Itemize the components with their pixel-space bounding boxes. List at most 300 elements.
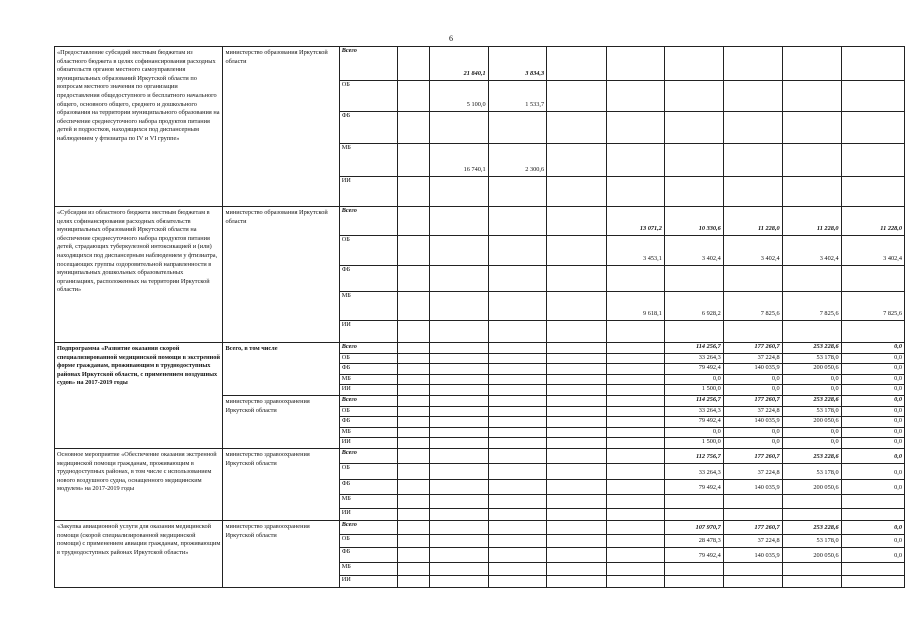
value-cell xyxy=(841,508,904,520)
value-cell xyxy=(607,406,665,417)
value-cell xyxy=(547,463,607,479)
source-cell: ИИ xyxy=(339,177,397,207)
value-cell: 253 228,6 xyxy=(782,343,841,354)
value-cell xyxy=(488,266,546,292)
value-cell xyxy=(488,207,546,236)
value-cell xyxy=(397,575,429,587)
value-cell xyxy=(607,81,665,112)
value-cell xyxy=(607,177,665,207)
source-cell: МБ xyxy=(339,427,397,438)
value-cell xyxy=(607,321,665,343)
page-number: 6 xyxy=(449,34,453,43)
value-cell xyxy=(488,427,546,438)
value-cell xyxy=(429,427,488,438)
value-cell xyxy=(547,406,607,417)
value-cell: 53 178,0 xyxy=(782,534,841,547)
value-cell: 0,0 xyxy=(841,427,904,438)
value-cell xyxy=(664,575,723,587)
value-cell: 253 228,6 xyxy=(782,448,841,463)
value-cell xyxy=(429,575,488,587)
value-cell: 11 228,0 xyxy=(782,207,841,236)
value-cell: 0,0 xyxy=(841,479,904,494)
value-cell xyxy=(429,547,488,562)
value-cell xyxy=(488,353,546,364)
value-cell: 11 228,0 xyxy=(841,207,904,236)
value-cell: 2 300,6 xyxy=(488,144,546,177)
value-cell: 5 100,0 xyxy=(429,81,488,112)
value-cell xyxy=(547,438,607,449)
value-cell xyxy=(429,112,488,144)
value-cell: 177 260,7 xyxy=(723,448,782,463)
source-cell: Всего xyxy=(339,207,397,236)
value-cell xyxy=(782,144,841,177)
value-cell: 3 402,4 xyxy=(782,236,841,266)
value-cell: 79 492,4 xyxy=(664,417,723,428)
value-cell xyxy=(664,47,723,81)
value-cell xyxy=(547,321,607,343)
value-cell xyxy=(397,427,429,438)
value-cell: 3 402,4 xyxy=(723,236,782,266)
value-cell xyxy=(397,364,429,375)
value-cell xyxy=(488,438,546,449)
value-cell: 16 740,1 xyxy=(429,144,488,177)
value-cell xyxy=(723,562,782,575)
value-cell xyxy=(397,177,429,207)
value-cell xyxy=(488,520,546,534)
value-cell xyxy=(547,385,607,396)
value-cell xyxy=(488,292,546,321)
value-cell: 0,0 xyxy=(841,534,904,547)
value-cell xyxy=(488,395,546,406)
source-cell: Всего xyxy=(339,448,397,463)
value-cell xyxy=(429,236,488,266)
source-cell: ИИ xyxy=(339,385,397,396)
value-cell xyxy=(397,266,429,292)
value-cell xyxy=(397,374,429,385)
value-cell xyxy=(547,292,607,321)
value-cell xyxy=(841,47,904,81)
value-cell: 0,0 xyxy=(841,364,904,375)
value-cell xyxy=(429,534,488,547)
source-cell: ИИ xyxy=(339,508,397,520)
value-cell xyxy=(397,207,429,236)
value-cell xyxy=(429,343,488,354)
value-cell xyxy=(397,292,429,321)
value-cell xyxy=(547,112,607,144)
executor-cell: министерство здравоохранения Иркутской области xyxy=(223,520,339,587)
value-cell xyxy=(723,144,782,177)
value-cell: 177 260,7 xyxy=(723,395,782,406)
value-cell: 0,0 xyxy=(841,395,904,406)
value-cell: 13 071,2 xyxy=(607,207,665,236)
value-cell xyxy=(547,508,607,520)
value-cell: 1 533,7 xyxy=(488,81,546,112)
value-cell xyxy=(607,353,665,364)
value-cell xyxy=(488,406,546,417)
source-cell: ОБ xyxy=(339,463,397,479)
value-cell: 114 256,7 xyxy=(664,395,723,406)
source-cell: МБ xyxy=(339,494,397,508)
value-cell: 7 825,6 xyxy=(723,292,782,321)
value-cell: 0,0 xyxy=(782,385,841,396)
value-cell xyxy=(607,427,665,438)
value-cell: 6 928,2 xyxy=(664,292,723,321)
source-cell: ФБ xyxy=(339,547,397,562)
value-cell xyxy=(607,534,665,547)
value-cell: 33 264,3 xyxy=(664,353,723,364)
value-cell: 140 035,9 xyxy=(723,364,782,375)
value-cell: 0,0 xyxy=(782,438,841,449)
value-cell: 200 050,6 xyxy=(782,364,841,375)
value-cell xyxy=(607,494,665,508)
value-cell: 0,0 xyxy=(841,406,904,417)
value-cell xyxy=(429,406,488,417)
value-cell: 53 178,0 xyxy=(782,353,841,364)
value-cell: 0,0 xyxy=(841,448,904,463)
value-cell xyxy=(607,266,665,292)
value-cell: 140 035,9 xyxy=(723,547,782,562)
value-cell xyxy=(607,364,665,375)
value-cell xyxy=(397,520,429,534)
value-cell: 28 478,3 xyxy=(664,534,723,547)
value-cell: 0,0 xyxy=(782,374,841,385)
value-cell: 37 224,8 xyxy=(723,534,782,547)
value-cell xyxy=(547,81,607,112)
source-cell: МБ xyxy=(339,562,397,575)
value-cell: 11 228,0 xyxy=(723,207,782,236)
value-cell xyxy=(723,575,782,587)
source-cell: МБ xyxy=(339,374,397,385)
value-cell: 200 050,6 xyxy=(782,417,841,428)
value-cell xyxy=(782,494,841,508)
value-cell xyxy=(429,266,488,292)
table-body xyxy=(55,47,905,588)
value-cell xyxy=(429,520,488,534)
value-cell xyxy=(664,81,723,112)
value-cell xyxy=(607,385,665,396)
value-cell: 53 178,0 xyxy=(782,463,841,479)
value-cell xyxy=(607,417,665,428)
value-cell xyxy=(664,562,723,575)
source-cell: ФБ xyxy=(339,364,397,375)
value-cell xyxy=(397,321,429,343)
value-cell xyxy=(723,47,782,81)
value-cell xyxy=(547,353,607,364)
value-cell xyxy=(488,448,546,463)
value-cell xyxy=(429,479,488,494)
value-cell xyxy=(723,321,782,343)
value-cell xyxy=(397,395,429,406)
value-cell: 0,0 xyxy=(841,438,904,449)
value-cell xyxy=(488,508,546,520)
source-cell: ИИ xyxy=(339,321,397,343)
value-cell xyxy=(782,266,841,292)
value-cell xyxy=(547,177,607,207)
value-cell xyxy=(547,494,607,508)
value-cell: 200 050,6 xyxy=(782,547,841,562)
budget-table xyxy=(54,46,905,588)
value-cell xyxy=(488,385,546,396)
value-cell xyxy=(547,343,607,354)
value-cell xyxy=(397,417,429,428)
value-cell xyxy=(488,177,546,207)
value-cell: 1 500,0 xyxy=(664,438,723,449)
value-cell: 0,0 xyxy=(841,463,904,479)
value-cell xyxy=(547,427,607,438)
value-cell: 253 228,6 xyxy=(782,395,841,406)
value-cell xyxy=(782,81,841,112)
value-cell: 0,0 xyxy=(841,374,904,385)
value-cell: 7 825,6 xyxy=(782,292,841,321)
value-cell xyxy=(664,177,723,207)
value-cell xyxy=(397,479,429,494)
value-cell xyxy=(397,406,429,417)
value-cell: 112 756,7 xyxy=(664,448,723,463)
value-cell xyxy=(397,534,429,547)
value-cell: 253 228,6 xyxy=(782,520,841,534)
value-cell xyxy=(782,575,841,587)
value-cell: 79 492,4 xyxy=(664,479,723,494)
value-cell xyxy=(664,321,723,343)
value-cell: 10 330,6 xyxy=(664,207,723,236)
source-cell: ИИ xyxy=(339,575,397,587)
value-cell xyxy=(607,575,665,587)
value-cell xyxy=(547,562,607,575)
value-cell: 9 618,1 xyxy=(607,292,665,321)
value-cell xyxy=(723,177,782,207)
value-cell xyxy=(397,463,429,479)
value-cell xyxy=(397,547,429,562)
value-cell xyxy=(782,177,841,207)
source-cell: МБ xyxy=(339,144,397,177)
table-row xyxy=(55,207,905,236)
value-cell xyxy=(397,353,429,364)
value-cell: 53 178,0 xyxy=(782,406,841,417)
value-cell xyxy=(607,112,665,144)
value-cell xyxy=(397,448,429,463)
value-cell xyxy=(429,353,488,364)
value-cell: 79 492,4 xyxy=(664,547,723,562)
value-cell xyxy=(723,494,782,508)
value-cell: 0,0 xyxy=(664,427,723,438)
value-cell xyxy=(429,438,488,449)
value-cell xyxy=(607,438,665,449)
value-cell xyxy=(607,343,665,354)
value-cell xyxy=(547,575,607,587)
value-cell xyxy=(607,395,665,406)
value-cell xyxy=(607,547,665,562)
value-cell xyxy=(429,364,488,375)
value-cell: 0,0 xyxy=(841,353,904,364)
value-cell xyxy=(841,494,904,508)
value-cell xyxy=(488,343,546,354)
value-cell xyxy=(723,508,782,520)
source-cell: ФБ xyxy=(339,479,397,494)
value-cell xyxy=(723,81,782,112)
table-row xyxy=(55,343,905,354)
value-cell: 21 840,1 xyxy=(429,47,488,81)
value-cell xyxy=(607,463,665,479)
value-cell xyxy=(664,266,723,292)
value-cell xyxy=(488,236,546,266)
table-row xyxy=(55,448,905,463)
executor-cell: министерство здравоохранения Иркутской области xyxy=(223,395,339,448)
value-cell: 33 264,3 xyxy=(664,406,723,417)
value-cell xyxy=(429,395,488,406)
table-row xyxy=(55,47,905,81)
value-cell: 0,0 xyxy=(723,438,782,449)
description-cell: Подпрограмма «Развитие оказания скорой специализированной медицинской помощи в экстренной форме гражданам, проживающим в труднодоступных районах Иркутской области, с применением воздушных судов» на 2017-2019 годы xyxy=(55,343,223,449)
value-cell xyxy=(429,292,488,321)
value-cell xyxy=(429,374,488,385)
value-cell xyxy=(841,81,904,112)
value-cell xyxy=(429,463,488,479)
value-cell xyxy=(607,562,665,575)
value-cell xyxy=(664,112,723,144)
value-cell: 140 035,9 xyxy=(723,417,782,428)
value-cell xyxy=(664,144,723,177)
value-cell xyxy=(607,448,665,463)
value-cell xyxy=(782,321,841,343)
value-cell: 0,0 xyxy=(841,417,904,428)
source-cell: МБ xyxy=(339,292,397,321)
value-cell: 1 500,0 xyxy=(664,385,723,396)
value-cell xyxy=(488,479,546,494)
value-cell: 0,0 xyxy=(723,427,782,438)
source-cell: ОБ xyxy=(339,534,397,547)
value-cell xyxy=(547,364,607,375)
value-cell xyxy=(547,547,607,562)
value-cell xyxy=(607,479,665,494)
value-cell: 107 970,7 xyxy=(664,520,723,534)
value-cell xyxy=(397,144,429,177)
value-cell: 37 224,8 xyxy=(723,353,782,364)
value-cell xyxy=(429,494,488,508)
source-cell: ОБ xyxy=(339,81,397,112)
value-cell: 0,0 xyxy=(841,547,904,562)
value-cell xyxy=(488,534,546,547)
value-cell xyxy=(488,112,546,144)
value-cell xyxy=(488,321,546,343)
value-cell: 177 260,7 xyxy=(723,343,782,354)
value-cell: 37 224,8 xyxy=(723,406,782,417)
description-cell: «Закупка авиационной услуги для оказания медицинской помощи (скорой специализированной медицинской помощи) с применением авиации гражданам, проживающим в труднодоступных районах Иркутской области» xyxy=(55,520,223,587)
value-cell xyxy=(397,508,429,520)
source-cell: ОБ xyxy=(339,406,397,417)
value-cell xyxy=(488,417,546,428)
value-cell: 200 050,6 xyxy=(782,479,841,494)
value-cell: 7 825,6 xyxy=(841,292,904,321)
value-cell xyxy=(429,448,488,463)
value-cell xyxy=(488,562,546,575)
value-cell xyxy=(607,144,665,177)
value-cell xyxy=(547,448,607,463)
value-cell xyxy=(488,547,546,562)
description-cell: «Субсидии из областного бюджета местным бюджетам в целях софинансирования расходных обязательств муниципальных образований Иркутской области на обеспечение среднесуточного набора продуктов питания детей, страдающих туберкулезной интоксикацией и (или) находящихся под диспансерным наблюдением у фтизиатра, посещающих группы оздоровительной направленности в муниципальных дошкольных образовательных организациях, расположенных на территории Иркутской области» xyxy=(55,207,223,343)
value-cell xyxy=(782,562,841,575)
value-cell xyxy=(397,494,429,508)
value-cell xyxy=(547,144,607,177)
executor-cell: министерство здравоохранения Иркутской области xyxy=(223,448,339,520)
value-cell xyxy=(841,321,904,343)
value-cell xyxy=(841,177,904,207)
value-cell xyxy=(488,575,546,587)
source-cell: ОБ xyxy=(339,236,397,266)
value-cell: 3 402,4 xyxy=(664,236,723,266)
value-cell xyxy=(607,47,665,81)
executor-cell: министерство образования Иркутской области xyxy=(223,207,339,343)
source-cell: Всего xyxy=(339,395,397,406)
executor-cell: Всего, в том числе xyxy=(223,343,339,396)
value-cell: 3 402,4 xyxy=(841,236,904,266)
value-cell xyxy=(607,374,665,385)
value-cell xyxy=(397,438,429,449)
value-cell xyxy=(723,266,782,292)
value-cell xyxy=(841,112,904,144)
value-cell xyxy=(397,343,429,354)
value-cell xyxy=(488,463,546,479)
value-cell xyxy=(547,395,607,406)
value-cell xyxy=(782,47,841,81)
value-cell: 0,0 xyxy=(841,385,904,396)
value-cell: 114 256,7 xyxy=(664,343,723,354)
executor-cell: министерство образования Иркутской области xyxy=(223,47,339,207)
value-cell xyxy=(429,508,488,520)
value-cell: 79 492,4 xyxy=(664,364,723,375)
value-cell xyxy=(607,508,665,520)
source-cell: Всего xyxy=(339,520,397,534)
description-cell: Основное мероприятие «Обеспечение оказания экстренной медицинской помощи гражданам, проживающим в труднодоступных районах, в том числе с использованием нового воздушного судна, оснащенного медицинским модулем» на 2017-2019 годы xyxy=(55,448,223,520)
value-cell: 37 224,8 xyxy=(723,463,782,479)
value-cell xyxy=(547,417,607,428)
value-cell xyxy=(429,417,488,428)
value-cell xyxy=(397,562,429,575)
value-cell xyxy=(397,47,429,81)
value-cell: 0,0 xyxy=(723,374,782,385)
value-cell xyxy=(547,520,607,534)
value-cell xyxy=(429,321,488,343)
value-cell: 0,0 xyxy=(841,343,904,354)
value-cell: 177 260,7 xyxy=(723,520,782,534)
description-cell: «Предоставление субсидий местным бюджетам из областного бюджета в целях софинансирования расходных обязательств органов местного самоуправления муниципальных образований Иркутской области по вопросам местного значения по организации предоставления общедоступного и бесплатного начального общего, основного общего, среднего и дошкольного образования на территории муниципального образования на обеспечение среднесуточного набора продуктов питания детей и подростков, находящихся под диспансерным наблюдением у фтизиатра по IV и VI группе» xyxy=(55,47,223,207)
value-cell xyxy=(429,207,488,236)
value-cell: 0,0 xyxy=(664,374,723,385)
source-cell: ФБ xyxy=(339,112,397,144)
value-cell xyxy=(397,236,429,266)
value-cell xyxy=(397,385,429,396)
value-cell: 3 834,3 xyxy=(488,47,546,81)
source-cell: Всего xyxy=(339,47,397,81)
value-cell xyxy=(841,266,904,292)
value-cell xyxy=(841,562,904,575)
value-cell xyxy=(607,520,665,534)
source-cell: Всего xyxy=(339,343,397,354)
value-cell xyxy=(547,534,607,547)
value-cell xyxy=(488,494,546,508)
value-cell xyxy=(429,562,488,575)
value-cell: 0,0 xyxy=(723,385,782,396)
value-cell: 3 453,1 xyxy=(607,236,665,266)
table-row xyxy=(55,520,905,534)
value-cell xyxy=(547,47,607,81)
value-cell xyxy=(547,266,607,292)
value-cell xyxy=(547,236,607,266)
value-cell xyxy=(397,81,429,112)
value-cell xyxy=(397,112,429,144)
value-cell xyxy=(547,374,607,385)
value-cell: 140 035,9 xyxy=(723,479,782,494)
value-cell xyxy=(782,112,841,144)
